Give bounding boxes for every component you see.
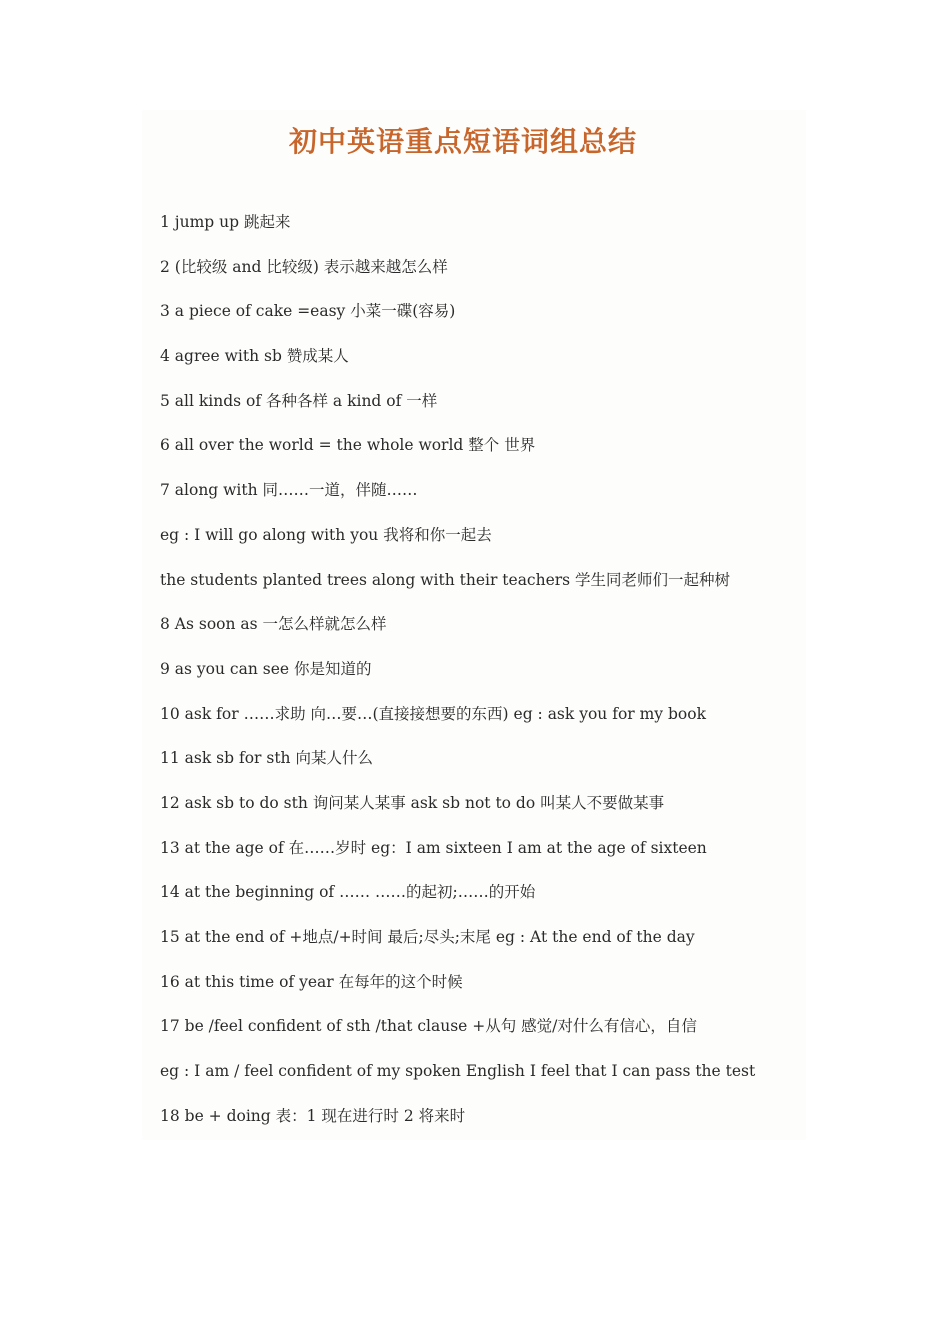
phrase-line: 8 As soon as 一怎么样就怎么样: [160, 615, 387, 634]
phrase-line: eg : I am / feel confident of my spoken English I feel that I can pass the test: [160, 1062, 756, 1081]
phrase-line: 17 be /feel confident of sth /that clause +从句 感觉/对什么有信心，自信: [160, 1017, 697, 1036]
phrase-line: the students planted trees along with their teachers 学生同老师们一起种树: [160, 570, 731, 589]
phrase-line: 16 at this time of year 在每年的这个时候: [160, 972, 463, 991]
phrase-list: [160, 208, 800, 1146]
phrase-line: 6 all over the world = the whole world 整个 世界: [160, 436, 536, 455]
phrase-line: 15 at the end of +地点/+时间 最后;尽头;末尾 eg : At the end of the day: [160, 928, 695, 946]
phrase-line: 11 ask sb for sth 向某人什么: [160, 749, 373, 768]
phrase-line: 12 ask sb to do sth 询问某人某事 ask sb not to do 叫某人不要做某事: [160, 793, 665, 812]
phrase-line: 10 ask for ……求助 向…要…(直接接想要的东西) eg : ask you for my book: [160, 704, 706, 723]
phrase-line: 4 agree with sb 赞成某人: [160, 347, 349, 366]
phrase-line: eg : I will go along with you 我将和你一起去: [160, 525, 492, 544]
phrase-line: 3 a piece of cake =easy 小菜一碟(容易): [160, 302, 456, 321]
phrase-line: 7 along with 同……一道，伴随……: [160, 481, 418, 500]
phrase-line: 9 as you can see 你是知道的: [160, 659, 372, 678]
phrase-line: 2 (比较级 and 比较级) 表示越来越怎么样: [160, 257, 448, 276]
page-title: 初中英语重点短语词组总结: [288, 125, 637, 158]
phrase-line: 14 at the beginning of …… ……的起初;……的开始: [160, 883, 536, 902]
phrase-line: 1 jump up 跳起来: [160, 213, 291, 231]
phrase-line: 18 be + doing 表：1 现在进行时 2 将来时: [160, 1106, 466, 1125]
phrase-line: 13 at the age of 在……岁时 eg：I am sixteen I am at the age of sixteen: [160, 838, 707, 857]
phrase-line: 5 all kinds of 各种各样 a kind of 一样: [160, 391, 438, 410]
